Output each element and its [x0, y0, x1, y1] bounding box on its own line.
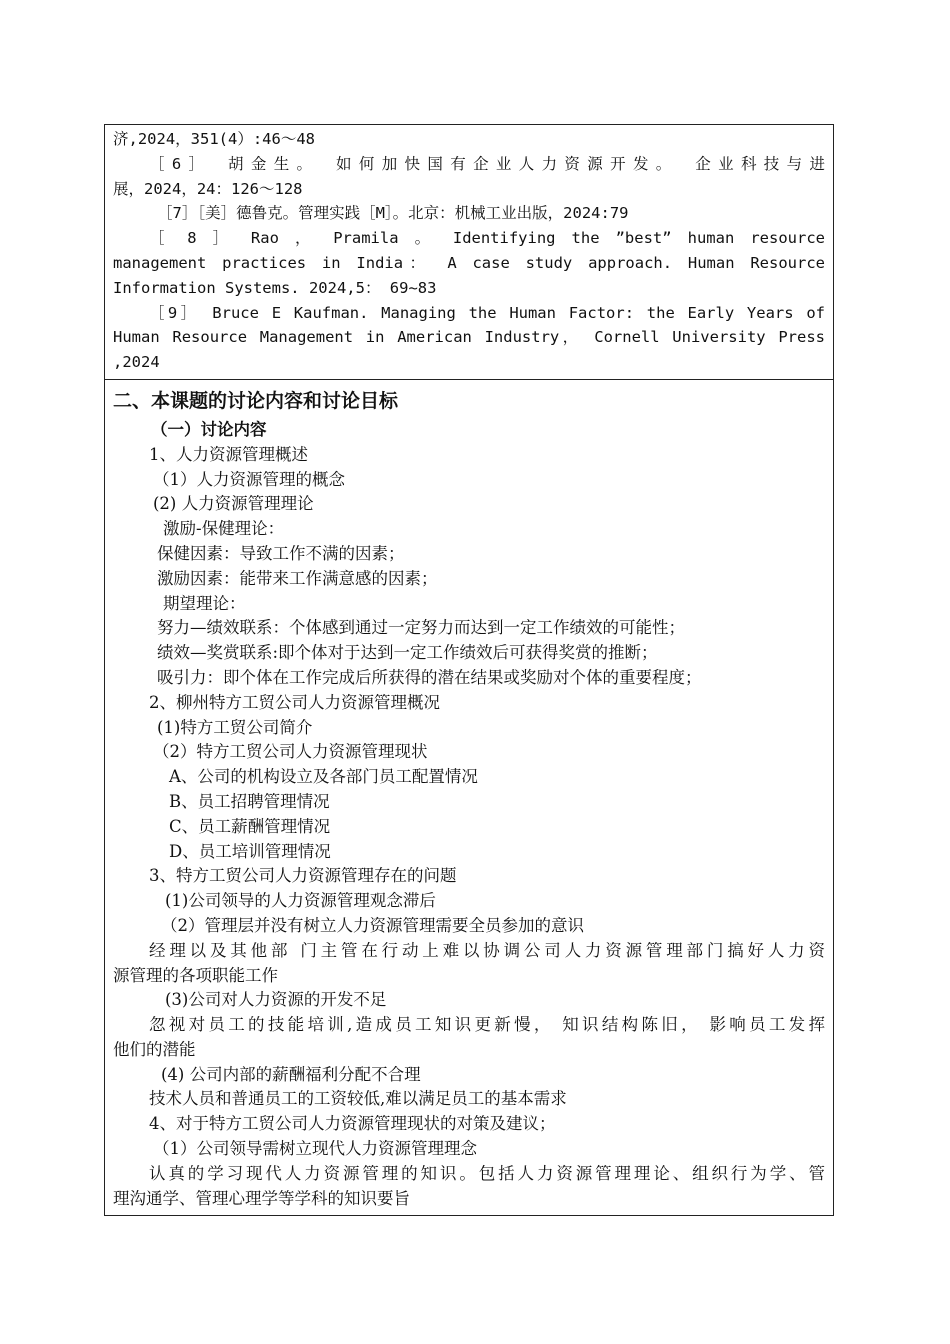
reference-line: ［ 8 ］ Rao ， Pramila 。 Identifying the ”best” human resource: [149, 229, 825, 248]
content-line: 2、柳州特方工贸公司人力资源管理概况: [149, 692, 440, 712]
references-cell: [105, 125, 833, 380]
reference-line: Human Resource Management in American Industry， Cornell University Press: [113, 328, 825, 347]
research-content-cell: [105, 380, 833, 1216]
content-line: C、员工薪酬管理情况: [169, 816, 331, 836]
content-line: D、员工培训管理情况: [169, 841, 331, 861]
content-line: (3)公司对人力资源的开发不足: [165, 990, 387, 1010]
content-line: 1、人力资源管理概述: [149, 444, 308, 464]
content-line: B、员工招聘管理情况: [169, 791, 330, 811]
reference-line: Information Systems. 2024,5： 69~83: [113, 278, 437, 297]
reference-line: ,2024: [113, 353, 160, 372]
content-line: 源管理的各项职能工作: [113, 965, 278, 985]
content-lines: [113, 443, 825, 1212]
content-line: 经理以及其他部 门主管在行动上难以协调公司人力资源管理部门搞好人力资: [149, 940, 825, 960]
content-line: 期望理论：: [163, 593, 246, 613]
reference-line: ［9］ Bruce E Kaufman. Managing the Human Factor: the Early Years of: [149, 303, 825, 322]
content-line: （1）公司领导需树立现代人力资源管理理念: [153, 1139, 477, 1159]
content-line: （2）管理层并没有树立人力资源管理需要全员参加的意识: [161, 915, 584, 935]
content-line: A、公司的机构设立及各部门员工配置情况: [169, 767, 478, 787]
content-line: 激励因素：能带来工作满意感的因素；: [157, 568, 438, 588]
content-line: 忽视对员工的技能培训,造成员工知识更新慢， 知识结构陈旧， 影响员工发挥: [149, 1015, 825, 1035]
content-line: 4、对于特方工贸公司人力资源管理现状的对策及建议；: [149, 1114, 556, 1134]
content-line: 努力—绩效联系：个体感到通过一定努力而达到一定工作绩效的可能性；: [157, 618, 685, 638]
content-line: 技术人员和普通员工的工资较低,难以满足员工的基本需求: [149, 1089, 567, 1109]
content-line: 保健因素：导致工作不满的因素；: [157, 543, 405, 563]
reference-line: ［6］ 胡金生。 如何加快国有企业人力资源开发。 企业科技与进: [149, 154, 825, 173]
content-line: 他们的潜能: [113, 1039, 196, 1059]
content-line: （2）特方工贸公司人力资源管理现状: [153, 742, 428, 762]
section-heading: 二、本课题的讨论内容和讨论目标: [113, 389, 399, 412]
content-line: (4) 公司内部的薪酬福利分配不合理: [161, 1064, 421, 1084]
content-line: （1）人力资源管理的概念: [153, 469, 345, 489]
section-subheading: （一）讨论内容: [151, 419, 267, 439]
content-line: 理沟通学、管理心理学等学科的知识要旨: [113, 1188, 410, 1208]
reference-line: management practices in India： A case study approach. Human Resource: [113, 253, 825, 272]
reference-line: 济,2024，351(4）:46～48: [113, 130, 315, 148]
content-line: 3、特方工贸公司人力资源管理存在的问题: [149, 866, 457, 886]
reference-line: 展，2024，24：126～128: [113, 179, 303, 198]
content-line: 绩效—奖赏联系:即个体对于达到一定工作绩效后可获得奖赏的推断；: [157, 643, 658, 663]
content-line: 激励-保健理论：: [163, 519, 285, 539]
content-line: (2) 人力资源管理理论: [153, 494, 314, 514]
reference-line: ［7］［美］德鲁克。管理实践［M］。北京：机械工业出版，2024:79: [157, 204, 629, 223]
content-line: 认真的学习现代人力资源管理的知识。包括人力资源管理理论、组织行为学、管: [149, 1163, 825, 1183]
content-line: (1)特方工贸公司简介: [157, 717, 313, 737]
content-line: 吸引力：即个体在工作完成后所获得的潜在结果或奖励对个体的重要程度；: [157, 667, 702, 687]
report-table: [104, 124, 834, 1216]
content-line: (1)公司领导的人力资源管理观念滞后: [165, 891, 436, 911]
